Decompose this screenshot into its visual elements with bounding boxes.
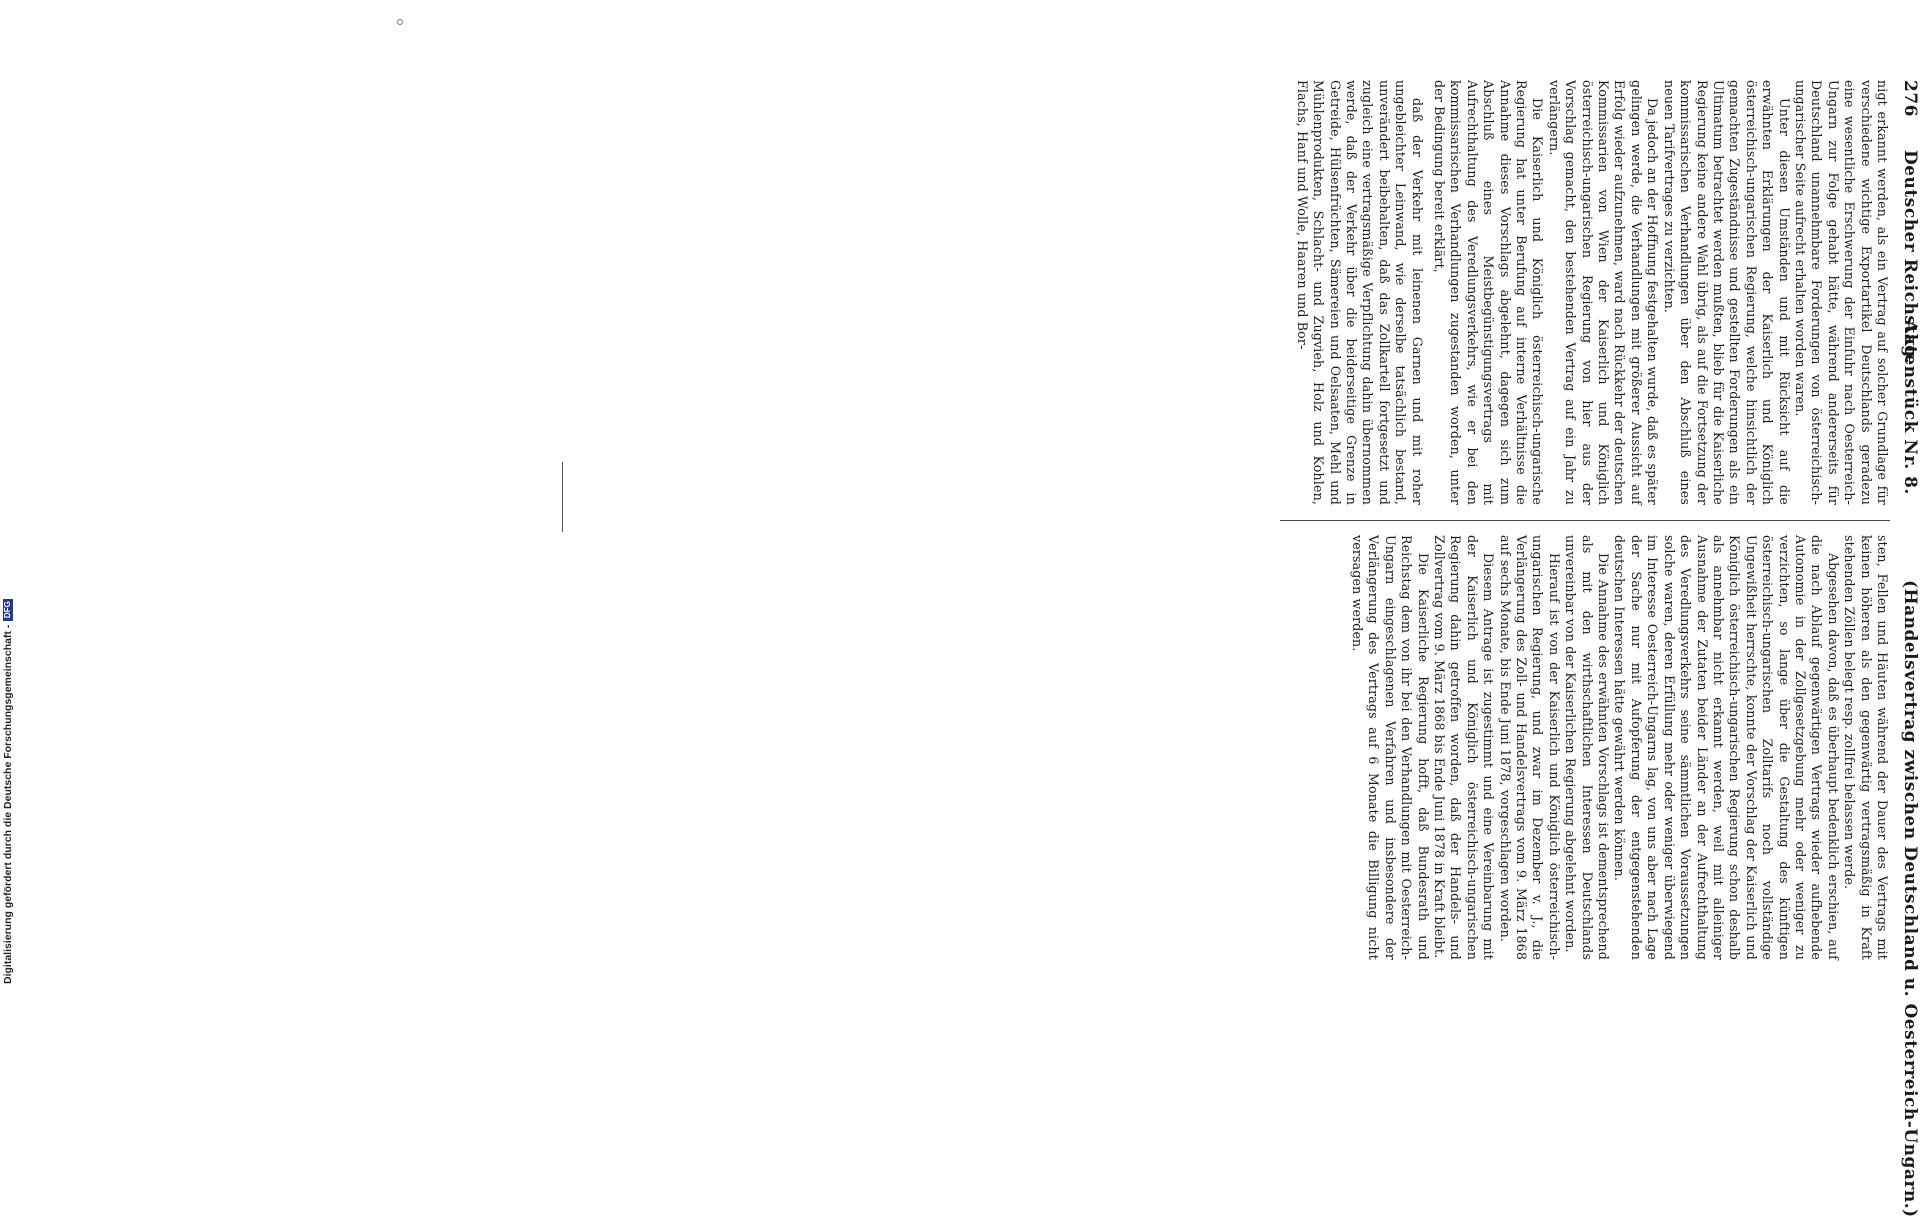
digitization-credit <box>1 599 15 984</box>
paragraph: Die Kaiserliche Regierung hofft, daß Bundesrath und Reichstag dem von ihr bei den Verhandlungen mit Oesterreich-Ungarn eingeschlagenen Verfahren und insbesondere der Verlängerung des Vertrags auf 6 Monate die Billigung nicht versagen werden. <box>1350 535 1431 960</box>
paragraph: nigt erkannt werden, als ein Vertrag auf solcher Grundlage für verschiedene wichtige Exportartikel Deutschlands geradezu eine wesentliche Erschwerung der Einfuhr nach Oesterreich-Ungarn zur Folge gehabt hätte, während andererseits für Deutschland unannehmbare Forderungen von österreichisch-ungarischer Seite aufrecht erhalten worden waren. <box>1792 80 1890 505</box>
paragraph: Die Annahme des erwähnten Vorschlags ist dementsprechend als mit den wirthschaftlichen Interessen Deutschlands unvereinbar von der Kaiserlichen Regierung abgelehnt worden. <box>1563 535 1612 960</box>
credit-text: Digitalisierung gefördert durch die Deutsche Forschungsgemeinschaft - <box>2 624 14 984</box>
paragraph: Da jedoch an der Hoffnung festgehalten wurde, daß es später gelingen werde, die Verhandlungen mit größerer Aussicht auf Erfolg wieder aufzunehmen, ward nach Rückkehr der deutschen Kommissarien von Wien der Kaiserlich und Königlich österreichisch-ungarischen Regierung von hier aus der Vorschlag gemacht, den bestehenden Vertrag auf ein Jahr zu verlängern. <box>1546 80 1661 505</box>
header-title-aktenstueck: Aktenstück Nr. 8. <box>1900 320 1920 495</box>
running-header <box>1894 80 1920 1218</box>
text-column-left <box>1293 80 1890 505</box>
header-title-reichstag: Deutscher Reichstag. <box>1900 150 1920 365</box>
paragraph: Diesem Antrage ist zugestimmt und eine Vereinbarung mit der Kaiserlich und Königlich österreichisch-ungarischen Regierung dahin getroffen worden, daß der Handels- und Zollvertrag vom 9. März 1868 bis Ende Juni 1878 in Kraft bleibt. <box>1432 535 1497 960</box>
paragraph: Die Kaiserlich und Königlich österreichisch-ungarische Regierung hat unter Berufung auf interne Verhältnisse die Annahme dieses Vorschlags abgelehnt, dagegen sich zum Abschluß eines Meistbegünstigungsvertrags mit Aufrechthaltung des Veredlungsverkehrs, wie er bei den kommissarischen Verhandlungen zugestanden worden, unter der Bedingung bereit erklärt, <box>1432 80 1546 505</box>
column-divider <box>1280 520 1890 521</box>
page-number: 276 <box>1900 80 1920 117</box>
paragraph: Unter diesen Umständen und mit Rücksicht auf die erwähnten Erklärungen der Kaiserlich und Königlich österreichisch-ungarischen Regierung, welche hinsichtlich der gemachten Zugeständnisse und gestellten Forderungen als ein Ultimatum betrachtet werden mußten, blieb für die Kaiserliche Regierung keine andere Wahl übrig, als auf die Fortsetzung der kommissarischen Verhandlungen über den Abschluß eines neuen Tarifvertrages zu verzichten. <box>1661 80 1792 505</box>
paragraph: daß der Verkehr mit leinenen Garnen und mit roher ungebleichter Leinwand, wie derselbe tatsächlich bestand, unverändert beibehalten, daß das Zollkartell fortgesetzt und zugleich eine vertragsmäßige Verpflichtung dahin übernommen werde, daß der Verkehr über die beiderseitige Grenze in Getreide, Hülsenfrüchten, Sämereien und Oelsaaten, Mehl und Mühlenprodukten, Schlacht- und Zugvieh, Holz und Kohlen, Flachs, Hanf und Wolle, Haaren und Bor- <box>1294 80 1425 505</box>
scan-artifact-line <box>562 462 563 532</box>
paragraph: Abgesehen davon, daß es überhaupt bedenklich erschien, auf die nach Ablauf gegenwärtigen Vertrags wieder aufhebende Autonomie in der Zollgesetzgebung mehr oder weniger zu verzichten, so lange über die Gestaltung des künftigen österreichisch-ungarischen Zolltarifs noch vollständige Ungewißheit herrschte, konnte der Vorschlag der Kaiserlich und Königlich österreichisch-ungarischen Regierung schon deshalb als annehmbar nicht erkannt werden, weil mit alleiniger Ausnahme der Zutaten beider Länder an der Aufrechthaltung des Veredlungsverkehrs seine sämmtlichen Voraussetzungen solche waren, deren Erfüllung mehr oder weniger überwiegend im Interesse Oesterreich-Ungarns lag, von uns aber nach Lage der Sache nur mit Aufopferung der entgegenstehenden deutschen Interessen hätte gewährt werden können. <box>1612 535 1841 960</box>
header-title-handelsvertrag: (Handelsvertrag zwischen Deutschland u. Oesterreich-Ungarn.) <box>1900 580 1920 1218</box>
dfg-logo: DFG <box>3 599 13 621</box>
text-column-right <box>1349 535 1890 960</box>
paragraph: Hierauf ist von der Kaiserlich und Königlich österreichisch-ungarischen Regierung, und zwar im Dezember v. J., die Verlängerung des Zoll- und Handelsvertrags vom 9. März 1868 auf sechs Monate, bis Ende Juni 1878, vorgeschlagen worden. <box>1497 535 1562 960</box>
paragraph: sten, Fellen und Häuten während der Dauer des Vertrags mit keinen höheren als den gegenwärtig vertragsmäßig in Kraft stehenden Zöllen belegt resp. zollfrei belassen werde. <box>1842 535 1890 960</box>
scan-speck <box>397 19 403 25</box>
rotated-page-content <box>1220 80 1920 1218</box>
